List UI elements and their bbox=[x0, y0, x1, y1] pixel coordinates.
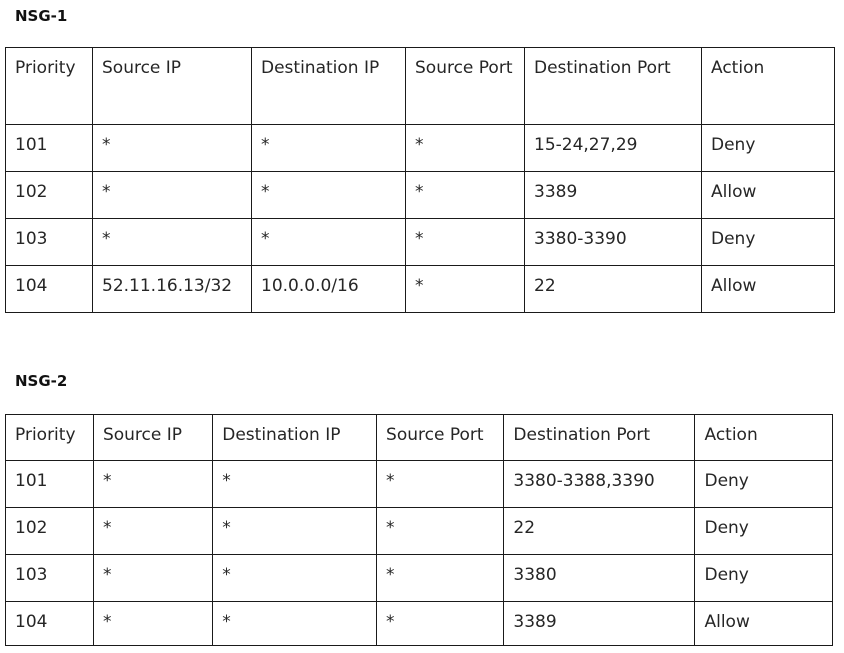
nsg-1-table bbox=[5, 47, 835, 313]
cell-destination-port: 15-24,27,29 bbox=[525, 125, 702, 172]
header-cell-priority: Priority bbox=[6, 48, 93, 125]
cell-source-port: * bbox=[377, 602, 504, 646]
cell-destination-port: 3389 bbox=[525, 172, 702, 219]
cell-destination-port: 3380-3390 bbox=[525, 219, 702, 266]
header-cell-action: Action bbox=[695, 415, 833, 461]
cell-source-port: * bbox=[377, 555, 504, 602]
table-header-row bbox=[6, 48, 835, 125]
header-cell-source-port: Source Port bbox=[377, 415, 504, 461]
nsg-2-title: NSG-2 bbox=[15, 372, 68, 390]
cell-destination-ip: * bbox=[213, 461, 377, 508]
cell-action: Allow bbox=[702, 172, 835, 219]
cell-priority: 104 bbox=[6, 266, 93, 313]
table-row bbox=[6, 461, 833, 508]
cell-destination-ip: * bbox=[213, 555, 377, 602]
cell-action: Deny bbox=[702, 219, 835, 266]
cell-action: Deny bbox=[695, 508, 833, 555]
cell-source-ip: * bbox=[93, 172, 252, 219]
cell-destination-port: 22 bbox=[525, 266, 702, 313]
cell-action: Deny bbox=[702, 125, 835, 172]
nsg-1-title: NSG-1 bbox=[15, 7, 68, 25]
cell-source-port: * bbox=[406, 125, 525, 172]
cell-destination-ip: * bbox=[252, 219, 406, 266]
header-cell-destination-ip: Destination IP bbox=[252, 48, 406, 125]
table-row bbox=[6, 508, 833, 555]
cell-destination-port: 3389 bbox=[504, 602, 695, 646]
cell-destination-port: 3380 bbox=[504, 555, 695, 602]
cell-action: Deny bbox=[695, 555, 833, 602]
cell-action: Allow bbox=[702, 266, 835, 313]
header-cell-priority: Priority bbox=[6, 415, 94, 461]
cell-destination-port: 3380-3388,3390 bbox=[504, 461, 695, 508]
cell-priority: 103 bbox=[6, 555, 94, 602]
cell-source-ip: * bbox=[93, 555, 212, 602]
cell-priority: 101 bbox=[6, 125, 93, 172]
cell-source-ip: * bbox=[93, 461, 212, 508]
table-row bbox=[6, 266, 835, 313]
cell-source-ip: * bbox=[93, 125, 252, 172]
cell-priority: 102 bbox=[6, 172, 93, 219]
nsg-2-table bbox=[5, 414, 833, 646]
cell-priority: 104 bbox=[6, 602, 94, 646]
cell-destination-port: 22 bbox=[504, 508, 695, 555]
header-cell-source-ip: Source IP bbox=[93, 48, 252, 125]
header-cell-source-port: Source Port bbox=[406, 48, 525, 125]
header-cell-source-ip: Source IP bbox=[93, 415, 212, 461]
cell-priority: 101 bbox=[6, 461, 94, 508]
table-header-row bbox=[6, 415, 833, 461]
cell-source-port: * bbox=[377, 461, 504, 508]
cell-source-ip: * bbox=[93, 219, 252, 266]
table-row bbox=[6, 125, 835, 172]
cell-source-port: * bbox=[377, 508, 504, 555]
cell-priority: 103 bbox=[6, 219, 93, 266]
header-cell-action: Action bbox=[702, 48, 835, 125]
header-cell-destination-port: Destination Port bbox=[525, 48, 702, 125]
table-row bbox=[6, 219, 835, 266]
cell-destination-ip: * bbox=[213, 508, 377, 555]
cell-destination-ip: * bbox=[213, 602, 377, 646]
cell-source-ip: * bbox=[93, 508, 212, 555]
cell-action: Deny bbox=[695, 461, 833, 508]
table-row bbox=[6, 555, 833, 602]
cell-destination-ip: * bbox=[252, 172, 406, 219]
cell-action: Allow bbox=[695, 602, 833, 646]
cell-destination-ip: 10.0.0.0/16 bbox=[252, 266, 406, 313]
cell-source-port: * bbox=[406, 172, 525, 219]
cell-source-ip: 52.11.16.13/32 bbox=[93, 266, 252, 313]
table-row bbox=[6, 172, 835, 219]
cell-priority: 102 bbox=[6, 508, 94, 555]
cell-source-ip: * bbox=[93, 602, 212, 646]
table-row bbox=[6, 602, 833, 646]
cell-destination-ip: * bbox=[252, 125, 406, 172]
header-cell-destination-port: Destination Port bbox=[504, 415, 695, 461]
cell-source-port: * bbox=[406, 219, 525, 266]
header-cell-destination-ip: Destination IP bbox=[213, 415, 377, 461]
cell-source-port: * bbox=[406, 266, 525, 313]
